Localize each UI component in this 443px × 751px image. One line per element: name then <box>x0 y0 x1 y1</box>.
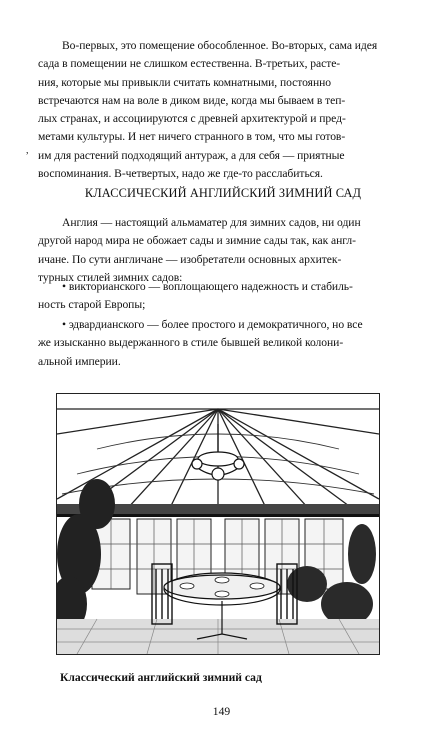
paragraph-intro <box>38 37 408 183</box>
text-line: же изысканно выдержанного в стиле бывшей великой колони- <box>38 336 344 350</box>
text-line: воспоминания. В-четвертых, надо же где-то расслабиться. <box>38 167 323 181</box>
conservatory-illustration <box>56 393 380 655</box>
page-number: 149 <box>212 705 231 718</box>
text-line: турных стилей зимних садов: <box>38 270 183 284</box>
section-heading: КЛАССИЧЕСКИЙ АНГЛИЙСКИЙ ЗИМНИЙ САД <box>84 186 362 200</box>
paragraph-england <box>38 214 408 287</box>
text-line: им для растений подходящий антураж, а для себя — приятные <box>38 148 345 162</box>
text-line: • эдвардианского — более простого и демократичного, но все <box>62 318 363 331</box>
bullet-edwardian <box>38 316 408 371</box>
text-line: встречаются нам на воле в диком виде, когда мы бываем в теп- <box>38 93 346 107</box>
text-line: ность старой Европы; <box>38 298 146 312</box>
text-line: метами культуры. И нет ничего странного в том, что мы готов- <box>38 130 346 144</box>
figure-caption: Классический английский зимний сад <box>60 671 262 684</box>
text-line: ния, которые мы привыкли считать комнатными, постоянно <box>38 75 332 89</box>
text-line: Англия — настоящий альмаматер для зимних садов, ни один <box>62 216 361 229</box>
text-line: ичане. По сути англичане — изобретатели основных архитек- <box>38 252 342 266</box>
text-line: альной империи. <box>38 354 121 368</box>
text-line: Во-первых, это помещение обособленное. Во-вторых, сама идея <box>62 39 378 52</box>
text-line: • викторианского — воплощающего надежность и стабиль- <box>62 280 353 293</box>
text-line: другой народ мира не обожает сады и зимние сады так, как англ- <box>38 234 356 248</box>
stray-mark: , <box>26 145 29 156</box>
bullet-victorian <box>38 278 408 315</box>
text-line: сада в помещении не слишком естественна. В-третьих, расте- <box>38 57 341 71</box>
conservatory-drawing <box>57 394 379 654</box>
text-line: лых странах, и ассоциируются с древней архитектурой и пред- <box>38 112 346 126</box>
